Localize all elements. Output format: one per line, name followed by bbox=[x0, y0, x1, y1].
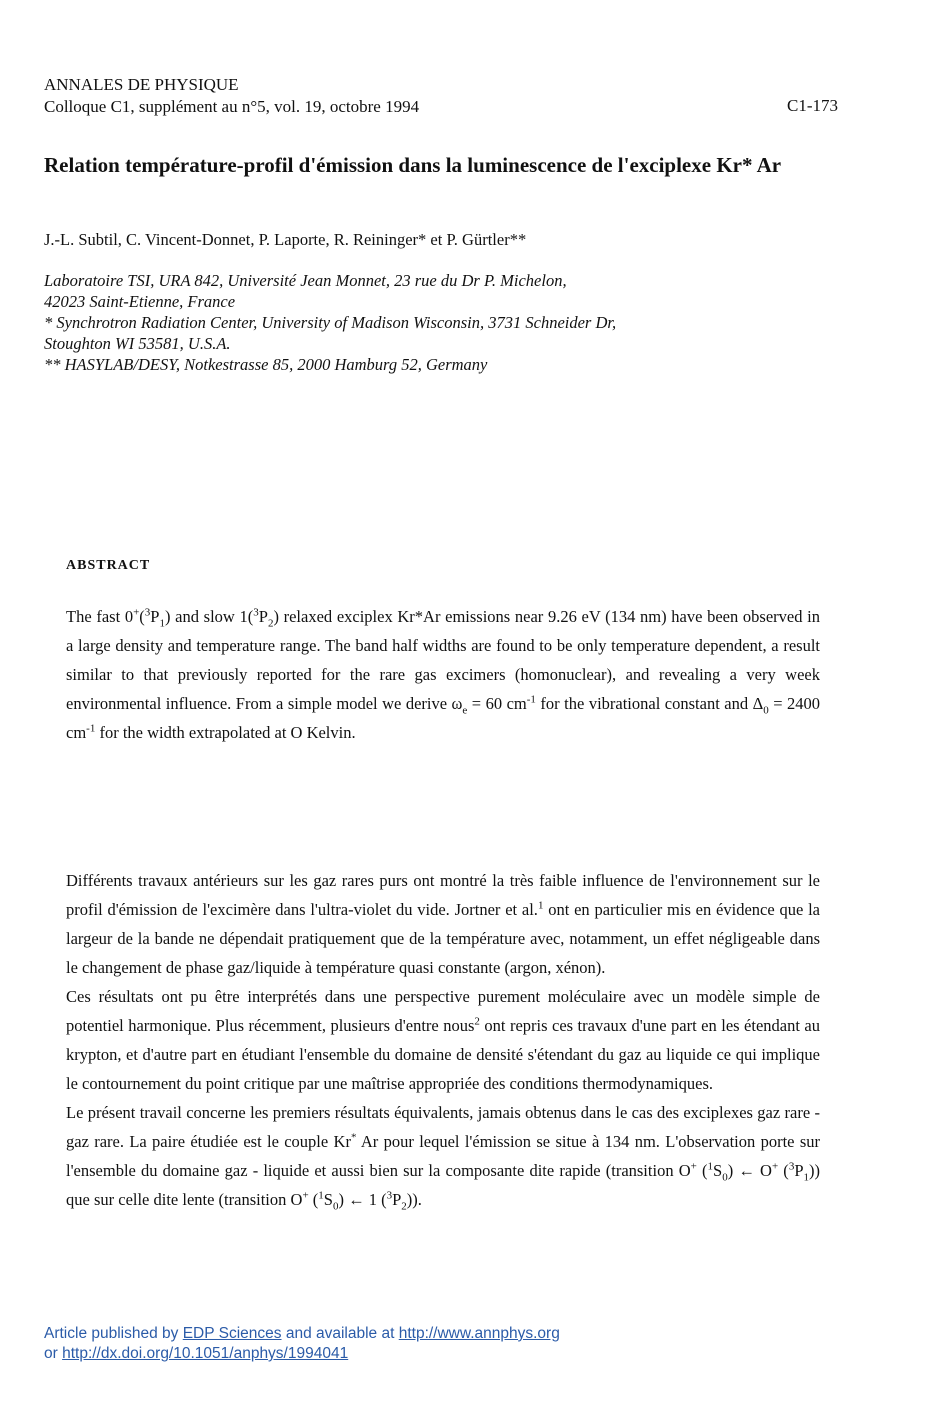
footer-line-1: Article published by EDP Sciences and available at http://www.annphys.org bbox=[44, 1325, 560, 1342]
paragraph: Différents travaux antérieurs sur les gaz rares purs ont montré la très faible influence de l'environnement sur le profil d'émission de l'excimère dans l'ultra-violet du vide. Jortner et al.$^1$ ont en particulier mis en évidence que la largeur de la bande ne dépendait pratiquement que de la température avec, notamment, un effet négligeable dans le changement de phase gaz/liquide à température quasi constante (argon, xénon). bbox=[66, 871, 820, 977]
footer-line-2: or http://dx.doi.org/10.1051/anphys/1994041 bbox=[44, 1345, 349, 1362]
affiliations bbox=[44, 270, 844, 375]
abstract-text: The fast $0^+(^3P_1)$ and slow $1(^3P_2)$ relaxed exciplex Kr*Ar emissions near 9.26 eV (134 nm) have been observed in a large density and temperature range. The band half widths are found to be only temperature dependent, a result similar to that previously reported for the rare gas excimers (homonuclear), and revealing a very week environmental influence. From a simple model we derive $\omega_e = 60$ $cm^{-1}$ for the vibrational constant and $\Delta_0 = 2400$ $cm^{-1}$ for the width extrapolated at O Kelvin. bbox=[66, 606, 820, 742]
affiliation-line: 42023 Saint-Etienne, France bbox=[44, 292, 236, 311]
annphys-link[interactable]: http://www.annphys.org bbox=[398, 1325, 560, 1342]
edp-sciences-link[interactable]: EDP Sciences bbox=[182, 1325, 282, 1342]
journal-header bbox=[44, 74, 419, 118]
journal-name: ANNALES DE PHYSIQUE bbox=[44, 75, 239, 94]
affiliation-line: * Synchrotron Radiation Center, University of Madison Wisconsin, 3731 Schneider Dr, bbox=[44, 313, 617, 332]
paper-title: Relation température-profil d'émission dans la luminescence de l'exciplexe Kr* Ar bbox=[44, 153, 782, 177]
body-text bbox=[66, 866, 820, 1214]
affiliation-line: ** HASYLAB/DESY, Notkestrasse 85, 2000 Hamburg 52, Germany bbox=[44, 355, 488, 374]
doi-link[interactable]: http://dx.doi.org/10.1051/anphys/1994041 bbox=[62, 1345, 349, 1362]
affiliation-line: Stoughton WI 53581, U.S.A. bbox=[44, 334, 231, 353]
affiliation-line: Laboratoire TSI, URA 842, Université Jean Monnet, 23 rue du Dr P. Michelon, bbox=[44, 271, 567, 290]
paragraph: Ces résultats ont pu être interprétés dans une perspective purement moléculaire avec un modèle simple de potentiel harmonique. Plus récemment, plusieurs d'entre nous$^2$ ont repris ces travaux d'une part en les étendant au krypton, et d'autre part en étudiant l'ensemble du domaine de densité s'étendant du gaz au liquide ce qui implique le contournement du point critique par une maîtrise appropriée des conditions thermodynamiques. bbox=[66, 987, 821, 1093]
paragraph: Le présent travail concerne les premiers résultats équivalents, jamais obtenus dans le cas des exciplexes gaz rare - gaz rare. La paire étudiée est le couple Kr* Ar pour lequel l'émission se situe à 134 nm. L'observation porte sur l'ensemble du domaine gaz - liquide et aussi bien sur la composante dite rapide (transition O+ $(^1S_0)$ ← O+ $(^3P_1)$) que sur celle dite lente (transition O+ $(^1S_0)$ ← 1 $(^3P_2)$). bbox=[66, 1103, 820, 1213]
publication-footer bbox=[44, 1324, 560, 1364]
abstract-heading: ABSTRACT bbox=[66, 558, 151, 573]
page-number: C1-173 bbox=[787, 96, 838, 115]
author-list: J.-L. Subtil, C. Vincent-Donnet, P. Laporte, R. Reininger* et P. Gürtler** bbox=[44, 230, 527, 249]
issue-info: Colloque C1, supplément au n°5, vol. 19, octobre 1994 bbox=[44, 97, 420, 116]
